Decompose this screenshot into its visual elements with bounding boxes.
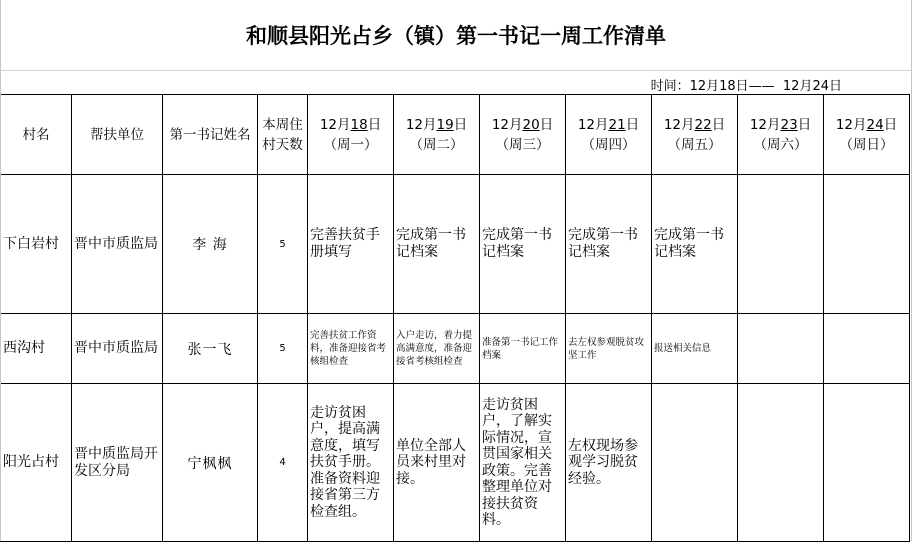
task-cell <box>738 175 824 314</box>
task-cell <box>652 384 738 542</box>
date-day: 24 <box>866 116 884 133</box>
date-label <box>308 115 393 135</box>
secretary-cell: 宁枫枫 <box>163 384 258 542</box>
task-cell: 完善扶贫手册填写 <box>308 175 394 314</box>
header-date-sun <box>824 95 910 175</box>
date-suffix: 日 <box>625 116 640 133</box>
date-suffix: 日 <box>367 116 382 133</box>
task-cell <box>824 175 910 314</box>
weekday-label: （周一） <box>323 136 378 153</box>
header-days-line2: 村天数 <box>262 136 303 153</box>
header-village: 村名 <box>1 95 72 175</box>
header-date-fri <box>652 95 738 175</box>
task-cell: 完成第一书记档案 <box>394 175 480 314</box>
date-prefix: 12月 <box>319 116 351 133</box>
task-cell: 单位全部人员来村里对接。 <box>394 384 480 542</box>
date-prefix: 12月 <box>663 116 695 133</box>
header-date-tue <box>394 95 480 175</box>
date-suffix: 日 <box>453 116 468 133</box>
task-cell: 左权现场参观学习脱贫经验。 <box>566 384 652 542</box>
task-cell <box>824 314 910 384</box>
task-cell: 完成第一书记档案 <box>480 175 566 314</box>
task-cell: 准备第一书记工作档案 <box>480 314 566 384</box>
weekday-label: （周四） <box>581 136 636 153</box>
village-cell: 下白岩村 <box>1 175 72 314</box>
header-date-mon <box>308 95 394 175</box>
task-cell <box>738 314 824 384</box>
date-suffix: 日 <box>883 116 898 133</box>
task-cell: 走访贫困户，提高满意度，填写扶贫手册。准备资料迎接省第三方检查组。 <box>308 384 394 542</box>
date-day: 22 <box>694 116 712 133</box>
weekday-label: （周二） <box>409 136 464 153</box>
village-cell: 阳光占村 <box>1 384 72 542</box>
task-cell: 完善扶贫工作资料，准备迎接省考核组检查 <box>308 314 394 384</box>
date-prefix: 12月 <box>577 116 609 133</box>
date-prefix: 12月 <box>491 116 523 133</box>
date-label <box>738 115 823 135</box>
date-label <box>394 115 479 135</box>
secretary-cell: 张一飞 <box>163 314 258 384</box>
date-day: 19 <box>436 116 454 133</box>
header-unit: 帮扶单位 <box>72 95 163 175</box>
village-cell: 西沟村 <box>1 314 72 384</box>
weekday-label: （周五） <box>667 136 722 153</box>
time-range-bar <box>0 71 912 94</box>
task-cell: 完成第一书记档案 <box>652 175 738 314</box>
table-row <box>1 314 910 384</box>
date-suffix: 日 <box>797 116 812 133</box>
task-cell: 报送相关信息 <box>652 314 738 384</box>
task-cell: 完成第一书记档案 <box>566 175 652 314</box>
time-range: 时间：12月18日—— 12月24日 <box>650 79 842 94</box>
date-suffix: 日 <box>711 116 726 133</box>
page-title: 和顺县阳光占乡（镇）第一书记一周工作清单 <box>0 0 912 71</box>
date-label <box>480 115 565 135</box>
header-row <box>1 95 910 175</box>
date-label <box>566 115 651 135</box>
work-list-table <box>0 94 910 542</box>
date-prefix: 12月 <box>749 116 781 133</box>
header-days-line1: 本周住 <box>262 116 303 133</box>
header-days <box>258 95 308 175</box>
date-day: 21 <box>608 116 626 133</box>
date-prefix: 12月 <box>835 116 867 133</box>
header-date-wed <box>480 95 566 175</box>
date-label <box>824 115 909 135</box>
table-row <box>1 175 910 314</box>
unit-cell: 晋中市质监局 <box>72 175 163 314</box>
task-cell: 入户走访，着力提高满意度，准备迎接省考核组检查 <box>394 314 480 384</box>
unit-cell: 晋中市质监局 <box>72 314 163 384</box>
left-edge-line <box>0 0 1 541</box>
secretary-cell: 李 海 <box>163 175 258 314</box>
weekday-label: （周三） <box>495 136 550 153</box>
weekday-label: （周日） <box>839 136 894 153</box>
header-secretary: 第一书记姓名 <box>163 95 258 175</box>
date-day: 18 <box>350 116 368 133</box>
date-label <box>652 115 737 135</box>
days-cell: 5 <box>258 175 308 314</box>
task-cell <box>824 384 910 542</box>
date-day: 20 <box>522 116 540 133</box>
date-prefix: 12月 <box>405 116 437 133</box>
weekday-label: （周六） <box>753 136 808 153</box>
header-date-thu <box>566 95 652 175</box>
days-cell: 4 <box>258 384 308 542</box>
unit-cell: 晋中质监局开发区分局 <box>72 384 163 542</box>
task-cell: 去左权参观脱贫攻坚工作 <box>566 314 652 384</box>
table-row <box>1 384 910 542</box>
header-date-sat <box>738 95 824 175</box>
date-suffix: 日 <box>539 116 554 133</box>
days-cell: 5 <box>258 314 308 384</box>
date-day: 23 <box>780 116 798 133</box>
task-cell: 走访贫困户，了解实际情况，宣贯国家相关政策。完善整理单位对接扶贫资料。 <box>480 384 566 542</box>
task-cell <box>738 384 824 542</box>
